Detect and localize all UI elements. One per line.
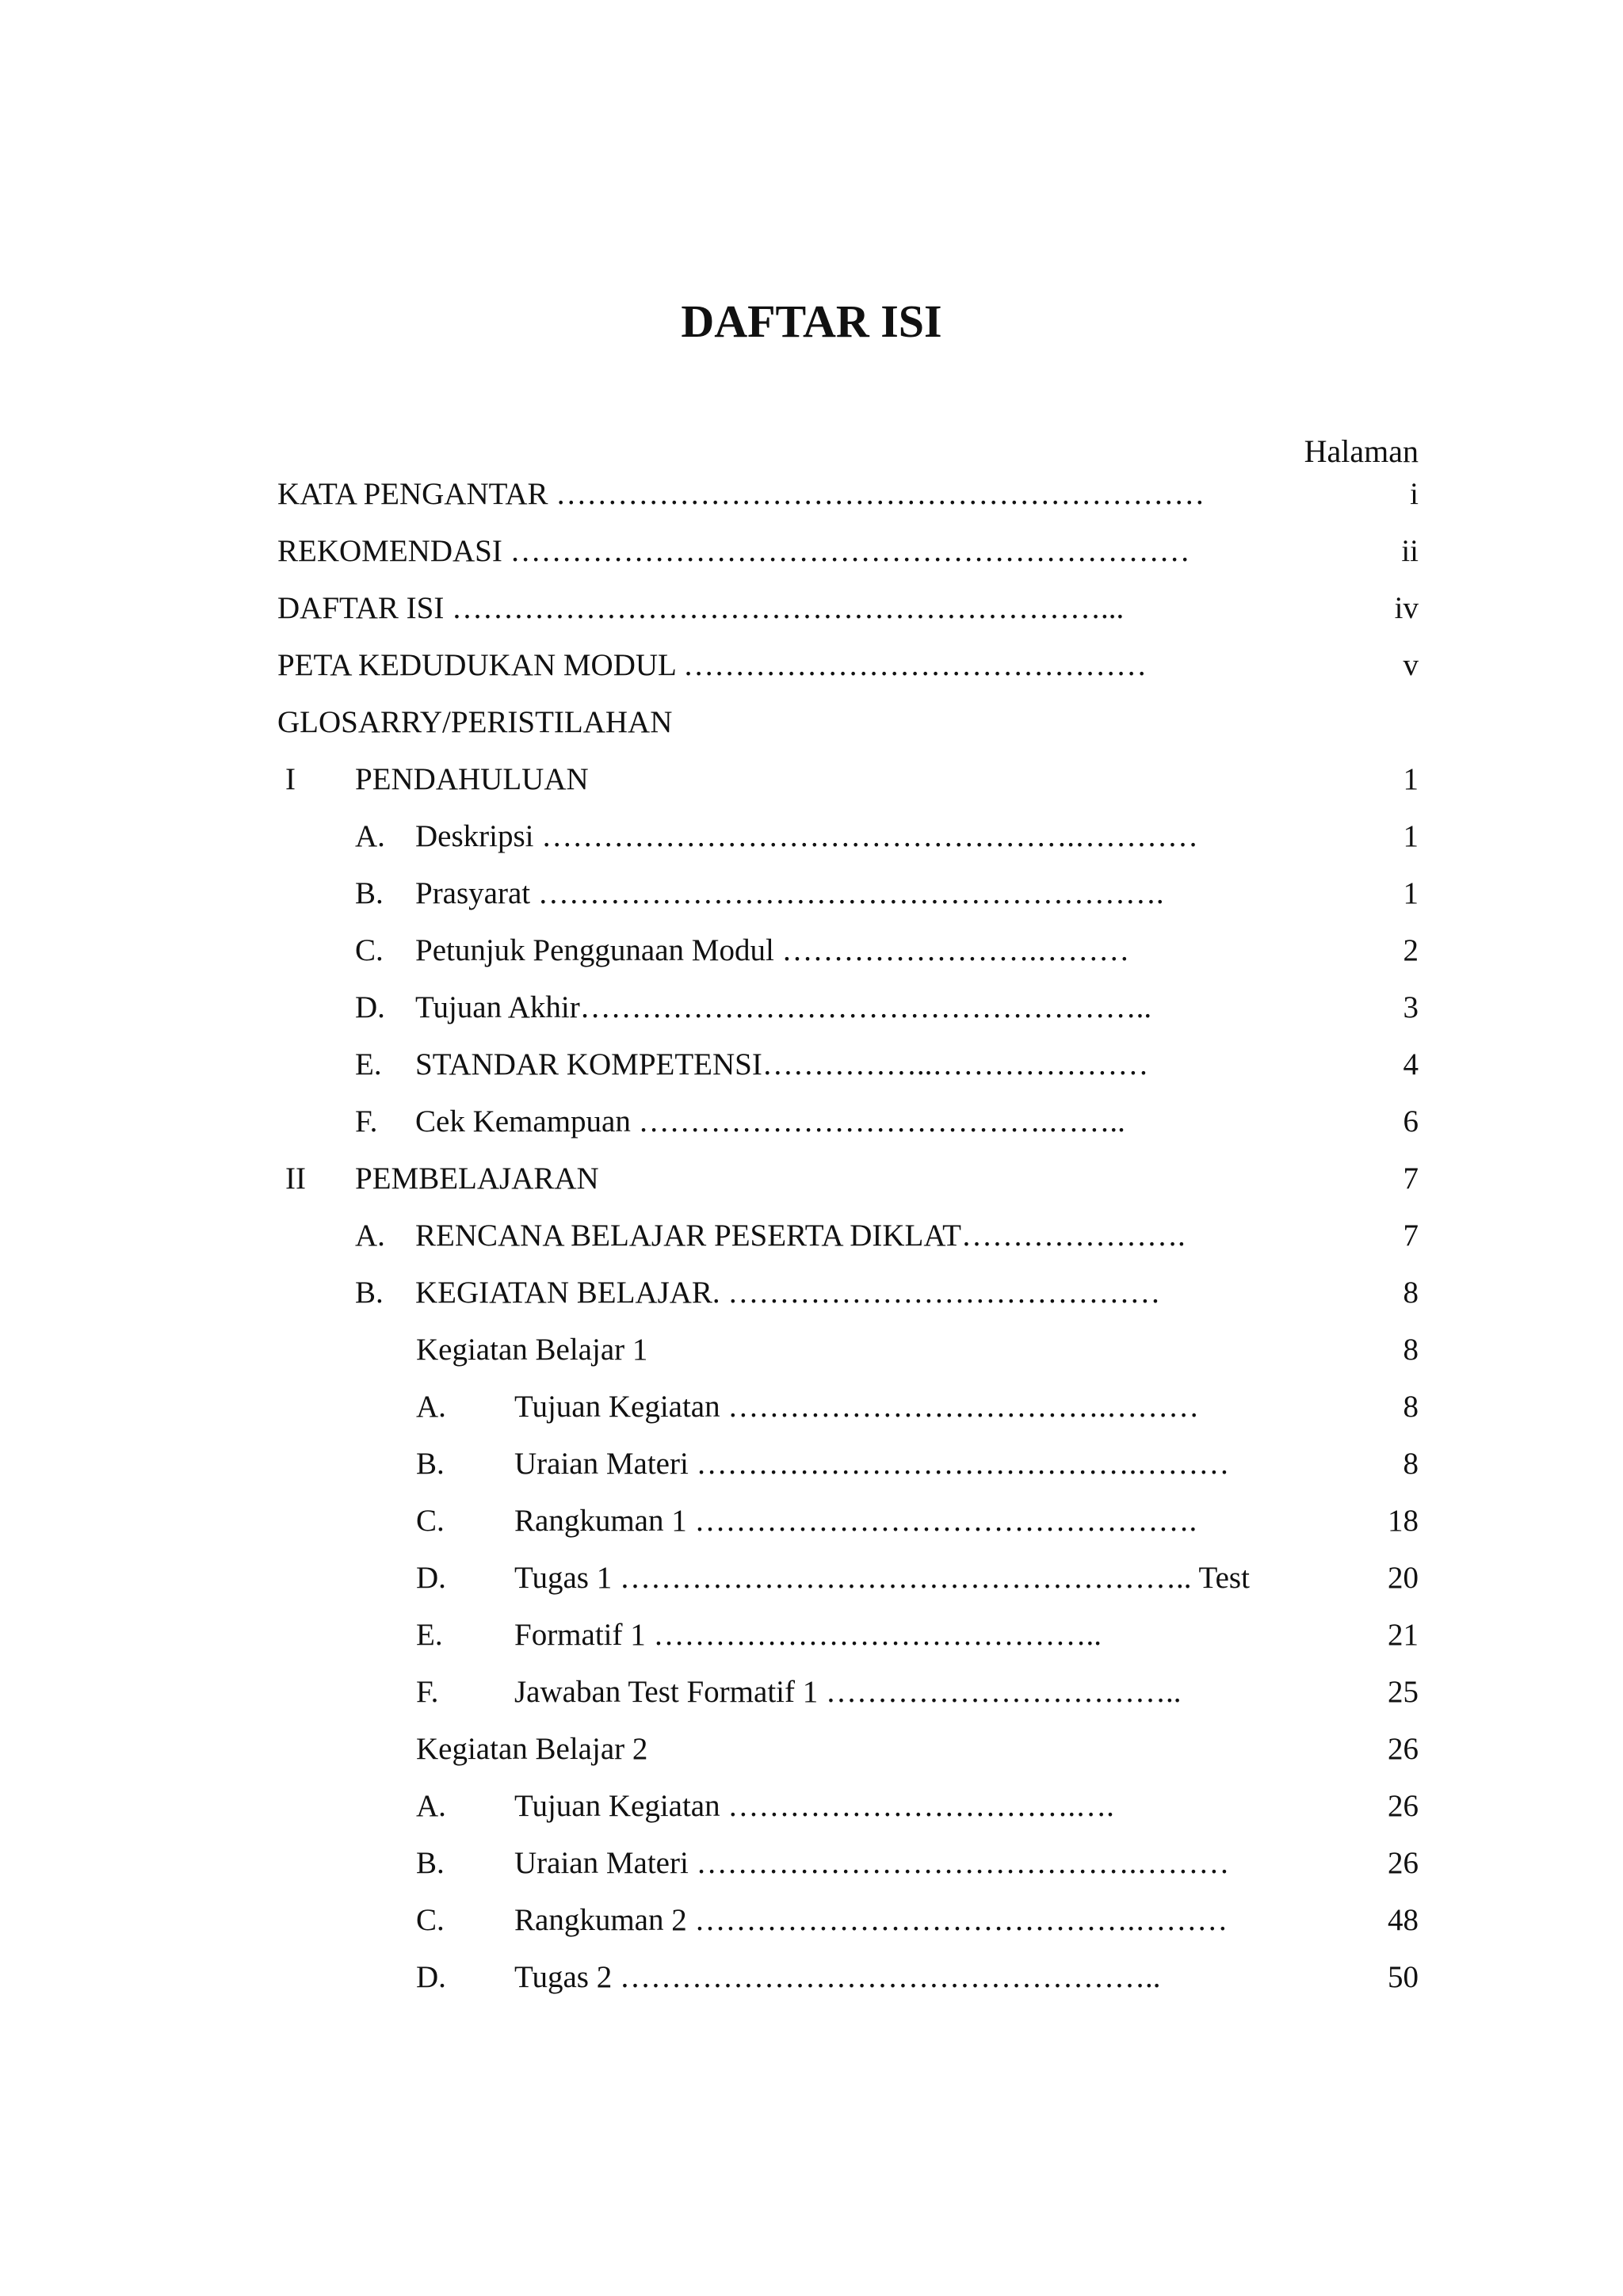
toc-entry [277,588,1124,629]
toc-label: Cek Kemampuan ………………………………….…….. [415,1104,1125,1138]
toc-page-number: 26 [1388,1789,1419,1823]
toc-entry [416,1729,647,1770]
toc-entry [355,1044,1148,1085]
toc-page-number: 48 [1388,1903,1419,1937]
toc-page-number: 1 [1403,819,1419,853]
toc-entry [416,1615,1102,1656]
toc-page-number: v [1403,648,1419,682]
toc-entry [355,930,1129,971]
toc-label: Rangkuman 2 …………………………………….……… [514,1903,1228,1937]
page-title: DAFTAR ISI [681,296,942,347]
toc-page-number: i [1410,477,1419,511]
toc-label: Tujuan Kegiatan ……………………………….……… [514,1390,1200,1424]
toc-entry [355,1101,1125,1142]
toc-page-number: 26 [1388,1846,1419,1880]
toc-entry [416,1672,1181,1713]
toc-entry [355,987,1151,1028]
item-letter: A. [355,819,385,853]
item-letter: A. [355,1219,385,1253]
toc-entry [355,1215,1186,1257]
toc-label: DAFTAR ISI ………………………………………………………... [277,591,1125,625]
toc-entry [416,1786,1114,1827]
toc-label: PEMBELAJARAN [355,1161,599,1196]
toc-label: PETA KEDUDUKAN MODUL ……………………………………… [277,648,1148,682]
toc-entry [277,474,1205,515]
item-letter: F. [355,1104,378,1138]
toc-entry [277,645,1147,686]
toc-page-number: 50 [1388,1960,1419,1994]
toc-entry [416,1501,1197,1542]
toc-page-number: 26 [1388,1732,1419,1766]
toc-page-number: 18 [1388,1504,1419,1538]
toc-label: Tugas 2 …………………………………………….. [514,1960,1161,1994]
toc-label: GLOSARRY/PERISTILAHAN [277,705,673,739]
item-letter: D. [416,1561,446,1595]
toc-page-number: 8 [1403,1276,1419,1310]
toc-label: Formatif 1 …………………………………….. [514,1618,1102,1652]
toc-page-number: 20 [1388,1561,1419,1595]
toc-page-number: iv [1394,591,1419,625]
item-letter: B. [355,1276,384,1310]
toc-label: Tujuan Akhir……………………………………………….. [415,990,1152,1024]
toc-entry [416,1386,1199,1428]
toc-label: STANDAR KOMPETENSI……………..………………… [415,1047,1149,1081]
chapter-number: I [285,762,296,796]
toc-page-number: ii [1401,534,1419,568]
toc-label: Prasyarat ……………………………………………………. [415,876,1164,910]
toc-label: KATA PENGANTAR ……………………………………………………… [277,477,1205,511]
toc-entry [416,1843,1229,1884]
toc-page-number: 1 [1403,876,1419,910]
item-letter: D. [416,1960,446,1994]
toc-page-number: 8 [1403,1390,1419,1424]
toc-entry [416,1558,1250,1599]
item-letter: A. [416,1390,446,1424]
toc-entry [416,1329,647,1371]
toc-label: Petunjuk Penggunaan Modul …………………….……… [415,933,1130,967]
item-letter: C. [355,933,384,967]
toc-page-number: 7 [1403,1161,1419,1196]
toc-label: Uraian Materi …………………………………….……… [514,1447,1230,1481]
toc-entry [416,1900,1228,1941]
item-letter: C. [416,1504,445,1538]
page-column-header: Halaman [1304,433,1419,469]
item-letter: B. [416,1447,445,1481]
toc-page-number: 8 [1403,1447,1419,1481]
toc-entry [355,1272,1160,1314]
toc-page-number: 25 [1388,1675,1419,1709]
toc-entry [416,1444,1229,1485]
item-letter: B. [416,1846,445,1880]
item-letter: F. [416,1675,439,1709]
toc-label: Kegiatan Belajar 1 [416,1333,648,1367]
item-letter: C. [416,1903,445,1937]
toc-entry [355,816,1198,857]
toc-page-number: 6 [1403,1104,1419,1138]
toc-page-number: 21 [1388,1618,1419,1652]
toc-label: Tugas 1 ……………………………………………….. Test [514,1561,1250,1595]
toc-label: Jawaban Test Formatif 1 …………………………….. [514,1675,1182,1709]
item-letter: A. [416,1789,446,1823]
toc-label: KEGIATAN BELAJAR. …………………………………… [415,1276,1161,1310]
chapter-number: II [285,1161,306,1196]
toc-label: PENDAHULUAN [355,762,589,796]
toc-label: Uraian Materi …………………………………….……… [514,1846,1230,1880]
toc-page-number: 7 [1403,1219,1419,1253]
toc-label: Tujuan Kegiatan …………………………….…. [514,1789,1114,1823]
toc-label: Rangkuman 1 …………………………………………. [514,1504,1197,1538]
toc-page-number: 4 [1403,1047,1419,1081]
toc-page-number: 1 [1403,762,1419,796]
toc-label: Deskripsi …………………………………………….………… [415,819,1198,853]
toc-entry [277,531,1190,572]
item-letter: E. [416,1618,443,1652]
item-letter: D. [355,990,385,1024]
toc-page-number: 2 [1403,933,1419,967]
toc-label: REKOMENDASI ………………………………………………………… [277,534,1190,568]
toc-entry [277,702,672,743]
toc-page-number: 3 [1403,990,1419,1024]
toc-entry [355,873,1164,914]
item-letter: E. [355,1047,382,1081]
toc-page-number: 8 [1403,1333,1419,1367]
item-letter: B. [355,876,384,910]
toc-label: Kegiatan Belajar 2 [416,1732,648,1766]
toc-entry [416,1957,1160,1998]
toc-label: RENCANA BELAJAR PESERTA DIKLAT…………………. [415,1219,1186,1253]
